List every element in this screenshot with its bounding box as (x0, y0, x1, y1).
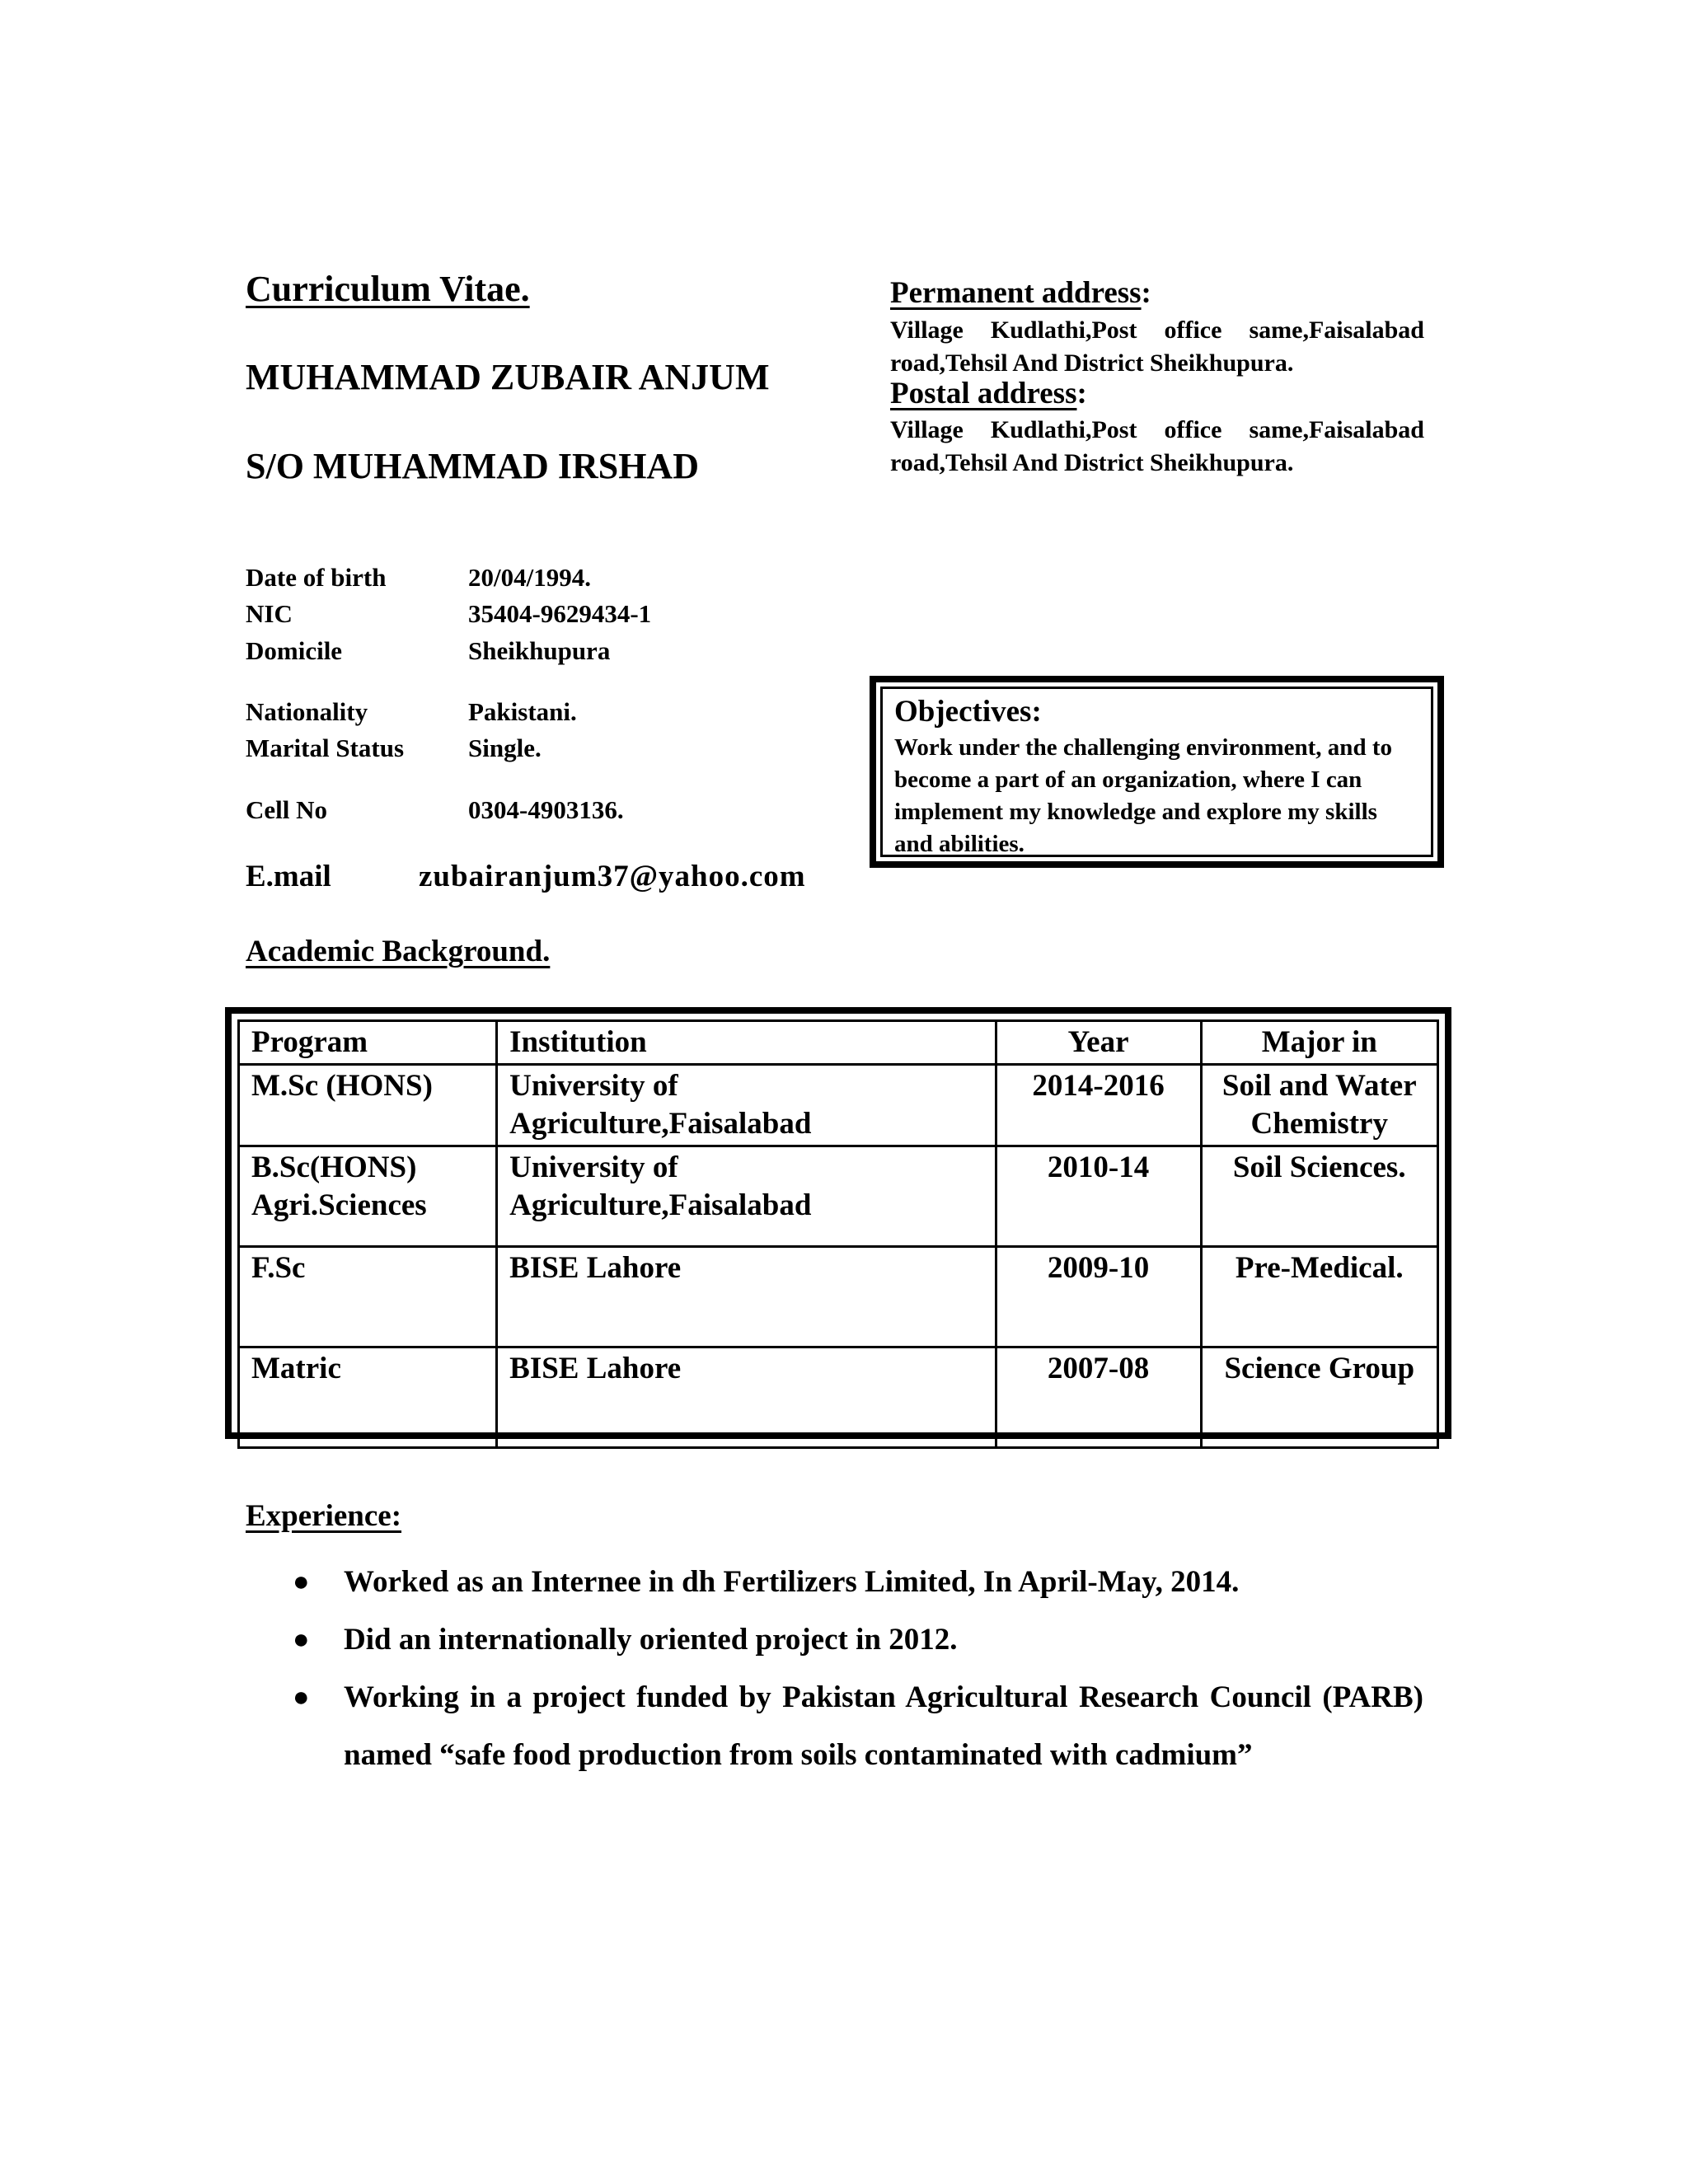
list-item (293, 1611, 1423, 1669)
objectives-inner-frame (880, 687, 1433, 857)
header-institution: Institution (497, 1021, 996, 1065)
permanent-address-text: Village Kudlathi,Post office same,Faisalabad road,Tehsil And District Sheikhupura. (890, 316, 1424, 377)
list-item (293, 1669, 1423, 1784)
table-header-row (239, 1021, 1438, 1065)
postal-address-text: Village Kudlathi,Post office same,Faisalabad road,Tehsil And District Sheikhupura. (890, 416, 1424, 476)
email-value: zubairanjum37@yahoo.com (419, 860, 806, 893)
table-row (239, 1347, 1438, 1448)
table-row (239, 1065, 1438, 1146)
experience-list (293, 1554, 1423, 1784)
academic-table (237, 1019, 1439, 1449)
experience-heading: Experience: (246, 1499, 402, 1533)
table-row (239, 1146, 1438, 1247)
header-major: Major in (1201, 1021, 1437, 1065)
bullet-icon: ● (293, 1624, 310, 1655)
cell-major: Pre-Medical. (1201, 1247, 1437, 1347)
experience-text: Worked as an Internee in dh Fertilizers Limited, In April-May, 2014. (344, 1565, 1240, 1599)
cell-institution: BISE Lahore (497, 1347, 996, 1448)
table-row (239, 1247, 1438, 1347)
header-year: Year (996, 1021, 1201, 1065)
cv-title: Curriculum Vitae. (246, 269, 530, 309)
cell-program: M.Sc (HONS) (239, 1065, 497, 1146)
experience-text: Working in a project funded by Pakistan Agricultural Research Council (PARB) named “safe food production from soils contaminated with cadmium” (344, 1680, 1423, 1772)
dob-label: Date of birth (246, 563, 387, 592)
permanent-address-heading: Permanent address: (890, 276, 1151, 310)
bullet-icon: ● (293, 1567, 310, 1597)
dob-value: 20/04/1994. (468, 563, 591, 592)
marital-status-label: Marital Status (246, 733, 405, 762)
bullet-icon: ● (293, 1682, 310, 1713)
objectives-box (870, 676, 1444, 868)
cell-major: Soil Sciences. (1201, 1146, 1437, 1247)
marital-status-value: Single. (468, 733, 542, 762)
header-program: Program (239, 1021, 497, 1065)
cell-program: Matric (239, 1347, 497, 1448)
nic-value: 35404-9629434-1 (468, 599, 652, 628)
cell-year: 2014-2016 (996, 1065, 1201, 1146)
postal-address-label: Postal address (890, 377, 1077, 410)
email-label: E.mail (246, 860, 331, 893)
nationality-label: Nationality (246, 697, 368, 726)
permanent-address-label: Permanent address (890, 276, 1142, 310)
experience-text: Did an internationally oriented project in 2012. (344, 1623, 958, 1657)
list-item (293, 1554, 1423, 1611)
father-name: S/O MUHAMMAD IRSHAD (246, 446, 699, 486)
cell-year: 2009-10 (996, 1247, 1201, 1347)
objectives-heading: Objectives: (894, 695, 1042, 729)
cell-institution: University of Agriculture,Faisalabad (497, 1065, 996, 1146)
nationality-value: Pakistani. (468, 697, 577, 726)
cell-value: 0304-4903136. (468, 795, 624, 824)
candidate-name: MUHAMMAD ZUBAIR ANJUM (246, 357, 770, 397)
cell-institution: BISE Lahore (497, 1247, 996, 1347)
cell-major: Science Group (1201, 1347, 1437, 1448)
objectives-text: Work under the challenging environment, and to become a part of an organization, where I can implement my knowledge and explore my skills and abilities. (894, 734, 1392, 857)
nic-label: NIC (246, 599, 293, 628)
cell-program: F.Sc (239, 1247, 497, 1347)
cell-year: 2010-14 (996, 1146, 1201, 1247)
domicile-label: Domicile (246, 636, 343, 665)
cell-year: 2007-08 (996, 1347, 1201, 1448)
academic-table-frame (225, 1007, 1451, 1439)
postal-address-heading: Postal address: (890, 377, 1087, 410)
domicile-value: Sheikhupura (468, 636, 611, 665)
academic-background-heading: Academic Background. (246, 935, 551, 968)
cell-label: Cell No (246, 795, 328, 824)
cell-major: Soil and Water Chemistry (1201, 1065, 1437, 1146)
cell-institution: University of Agriculture,Faisalabad (497, 1146, 996, 1247)
cell-program: B.Sc(HONS) Agri.Sciences (239, 1146, 497, 1247)
